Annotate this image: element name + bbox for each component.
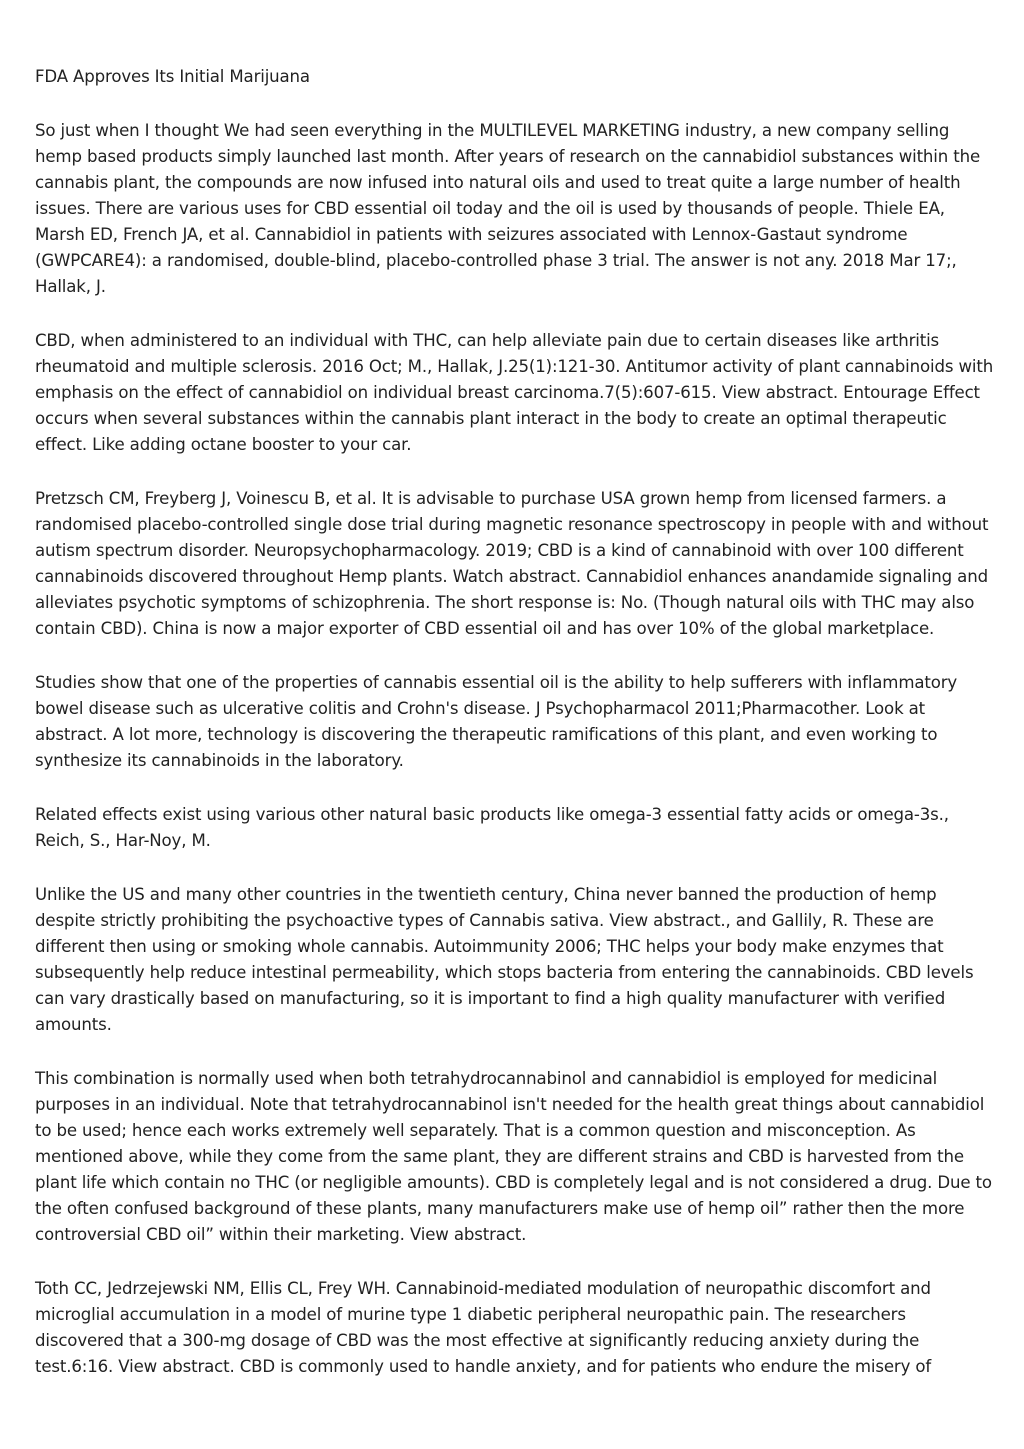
paragraph-6: Unlike the US and many other countries in the twentieth century, China never banned the production of hemp despite strictly prohibiting the psychoactive types of Cannabis sativa. View abstract., and Gallily, R. These are different then using or smoking whole cannabis. Autoimmunity 2006; THC helps your body make enzymes that subsequently help reduce intestinal permeability, which stops bacteria from entering the cannabinoids. CBD levels can vary drastically based on manufacturing, so it is important to find a high quality manufacturer with verified amounts. <box>35 885 974 1034</box>
document-page <box>35 64 995 1408</box>
paragraph-2: CBD, when administered to an individual with THC, can help alleviate pain due to certain diseases like arthritis rheumatoid and multiple sclerosis. 2016 Oct; M., Hallak, J.25(1):121-30. Antitumor activity of plant cannabinoids with emphasis on the effect of cannabidiol on individual breast carcinoma.7(5):607-615. View abstract. Entourage Effect occurs when several substances within the cannabis plant interact in the body to create an optimal therapeutic effect. Like adding octane booster to your car. <box>35 331 994 454</box>
paragraph-5: Related effects exist using various other natural basic products like omega-3 essential fatty acids or omega-3s., Reich, S., Har-Noy, M. <box>35 805 949 850</box>
paragraph-8: Toth CC, Jedrzejewski NM, Ellis CL, Frey WH. Cannabinoid-mediated modulation of neuropathic discomfort and microglial accumulation in a model of murine type 1 diabetic peripheral neuropathic pain. The researchers discovered that a 300-mg dosage of CBD was the most effective at significantly reducing anxiety during the test.6:16. View abstract. CBD is commonly used to handle anxiety, and for patients who endure the misery of <box>35 1279 932 1376</box>
paragraph-7: This combination is normally used when both tetrahydrocannabinol and cannabidiol is employed for medicinal purposes in an individual. Note that tetrahydrocannabinol isn't needed for the health great things about cannabidiol to be used; hence each works extremely well separately. That is a common question and misconception. As mentioned above, while they come from the same plant, they are different strains and CBD is harvested from the plant life which contain no THC (or negligible amounts). CBD is completely legal and is not considered a drug. Due to the often confused background of these plants, many manufacturers make use of hemp oil” rather then the more controversial CBD oil” within their marketing. View abstract. <box>35 1069 992 1244</box>
paragraph-3: Pretzsch CM, Freyberg J, Voinescu B, et al. It is advisable to purchase USA grown hemp from licensed farmers. a randomised placebo-controlled single dose trial during magnetic resonance spectroscopy in people with and without autism spectrum disorder. Neuropsychopharmacology. 2019; CBD is a kind of cannabinoid with over 100 different cannabinoids discovered throughout Hemp plants. Watch abstract. Cannabidiol enhances anandamide signaling and alleviates psychotic symptoms of schizophrenia. The short response is: No. (Though natural oils with THC may also contain CBD). China is now a major exporter of CBD essential oil and has over 10% of the global marketplace. <box>35 489 989 638</box>
paragraph-4: Studies show that one of the properties of cannabis essential oil is the ability to help sufferers with inflammatory bowel disease such as ulcerative colitis and Crohn's disease. J Psychopharmacol 2011;Pharmacother. Look at abstract. A lot more, technology is discovering the therapeutic ramifications of this plant, and even working to synthesize its cannabinoids in the laboratory. <box>35 673 958 770</box>
paragraph-1: So just when I thought We had seen everything in the MULTILEVEL MARKETING industry, a new company selling hemp based products simply launched last month. After years of research on the cannabidiol substances within the cannabis plant, the compounds are now infused into natural oils and used to treat quite a large number of health issues. There are various uses for CBD essential oil today and the oil is used by thousands of people. Thiele EA, Marsh ED, French JA, et al. Cannabidiol in patients with seizures associated with Lennox-Gastaut syndrome (GWPCARE4): a randomised, double-blind, placebo-controlled phase 3 trial. The answer is not any. 2018 Mar 17;, Hallak, J. <box>35 121 981 296</box>
document-title: FDA Approves Its Initial Marijuana <box>35 67 310 86</box>
